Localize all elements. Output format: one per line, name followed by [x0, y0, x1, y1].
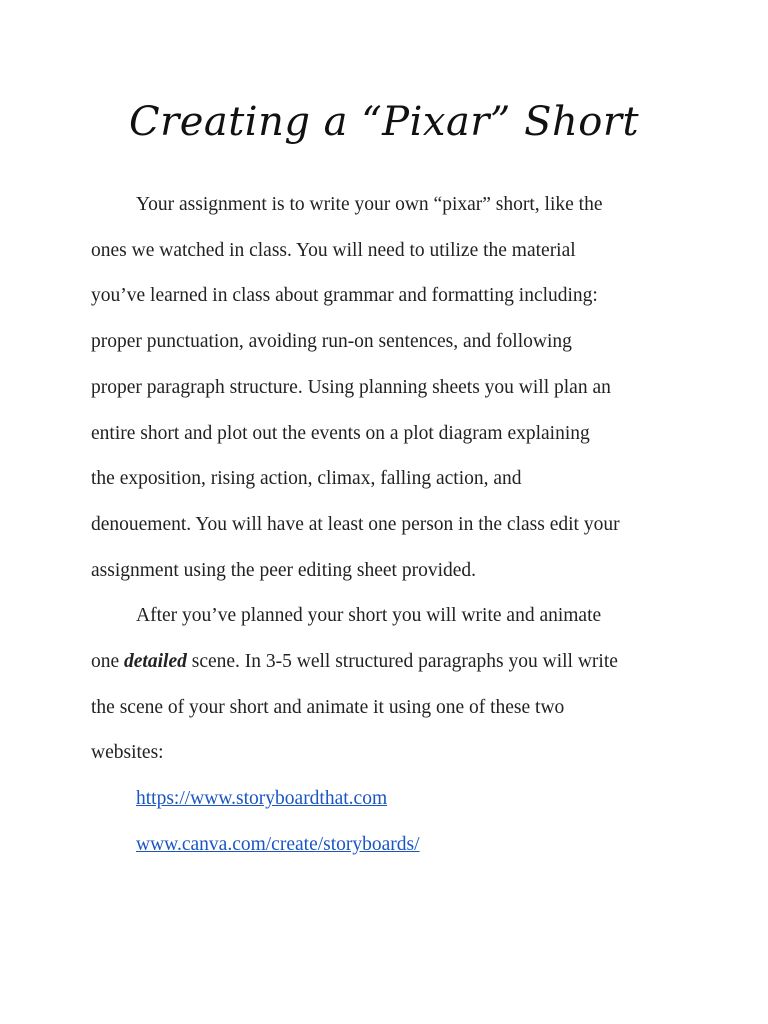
text-fragment: scene. In 3-5 well structured paragraphs you will write	[186, 651, 618, 673]
storyboardthat-link[interactable]: https://www.storyboardthat.com	[136, 788, 388, 810]
text-line	[91, 593, 691, 639]
links-list	[91, 776, 691, 867]
text-line-content: After you’ve planned your short you will write and animate	[136, 605, 602, 627]
text-line: you’ve learned in class about grammar and formatting including:	[91, 285, 598, 307]
text-line: denouement. You will have at least one person in the class edit your	[91, 513, 620, 535]
text-line-content: Your assignment is to write your own “pixar” short, like the	[136, 194, 603, 215]
text-line: the exposition, rising action, climax, falling action, and	[91, 468, 522, 490]
text-line: entire short and plot out the events on a plot diagram explaining	[91, 422, 590, 444]
paragraph-scene	[91, 593, 691, 776]
text-fragment: one	[91, 651, 125, 673]
page-title: Creating a “Pixar” Short	[128, 99, 640, 145]
text-line: proper punctuation, avoiding run-on sentences, and following	[91, 331, 572, 353]
paragraph-assignment	[91, 182, 691, 593]
text-line	[91, 182, 691, 228]
text-line: websites:	[91, 742, 164, 764]
text-line: the scene of your short and animate it using one of these two	[91, 696, 565, 718]
document-body	[91, 182, 691, 868]
link-item	[91, 822, 691, 868]
text-line: proper paragraph structure. Using planning sheets you will plan an	[91, 376, 611, 398]
text-line	[91, 639, 691, 685]
text-line: ones we watched in class. You will need to utilize the material	[91, 239, 576, 261]
text-line: assignment using the peer editing sheet provided.	[91, 559, 477, 581]
canva-storyboards-link[interactable]: www.canva.com/create/storyboards/	[136, 833, 420, 855]
emphasis-detailed: detailed	[124, 651, 187, 673]
link-item	[91, 776, 691, 822]
